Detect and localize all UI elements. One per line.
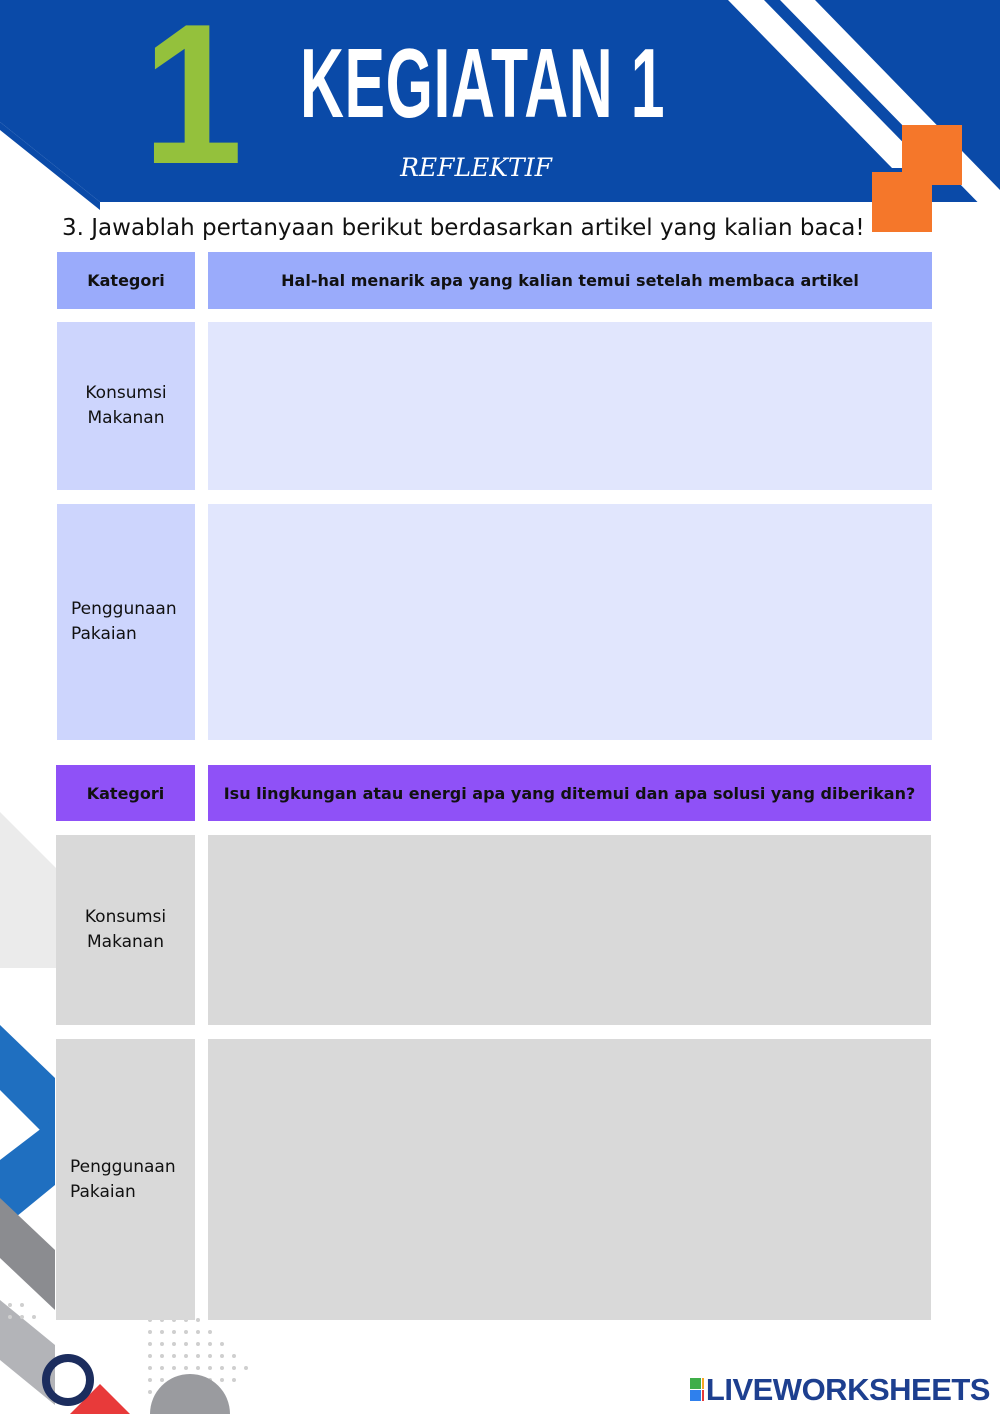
brand-label: LIVEWORKSHEETS xyxy=(705,1372,990,1407)
table1-row1-answer-field[interactable] xyxy=(208,322,932,490)
table1-row1-category xyxy=(57,322,195,490)
table2-row2-answer-field[interactable] xyxy=(208,1039,931,1320)
category-label-line1: Penggunaan xyxy=(70,1156,176,1177)
table1-header-category xyxy=(57,252,195,309)
table2-row1-category xyxy=(56,835,195,1025)
table1-header-question-label: Hal-hal menarik apa yang kalian temui setelah membaca artikel xyxy=(281,271,859,290)
category-label-line2: Makanan xyxy=(87,408,165,428)
page-title: KEGIATAN 1 xyxy=(300,28,666,138)
instruction-text: 3. Jawablah pertanyaan berikut berdasarkan artikel yang kalian baca! xyxy=(62,215,865,241)
category-label-line2: Makanan xyxy=(86,932,164,952)
table2-header-category-label: Kategori xyxy=(86,783,165,803)
table1-row2-category xyxy=(57,504,195,740)
table2-row2-category xyxy=(56,1039,195,1320)
gray-triangle-deco xyxy=(0,812,58,968)
category-label-line1: Konsumsi xyxy=(85,383,167,403)
activity-number: 1 xyxy=(142,0,238,206)
table2-row1-answer-field[interactable] xyxy=(208,835,931,1025)
category-label-line2: Pakaian xyxy=(70,1181,136,1202)
category-label-line1: Konsumsi xyxy=(84,907,167,927)
table1-header-question xyxy=(208,252,932,309)
liveworksheets-brand[interactable] xyxy=(690,1370,990,1410)
page-subtitle: REFLEKTIF xyxy=(400,153,552,182)
liveworksheets-logo-icon xyxy=(690,1378,704,1402)
table2-header-question-label: Isu lingkungan atau energi apa yang ditemui dan apa solusi yang diberikan? xyxy=(223,783,916,803)
table2-header-question xyxy=(208,765,931,821)
table1-header-category-label: Kategori xyxy=(87,271,165,290)
category-label-line1: Penggunaan xyxy=(71,599,177,619)
category-label-line2: Pakaian xyxy=(71,624,137,644)
table1-row2-answer-field[interactable] xyxy=(208,504,932,740)
gray-stripe-deco xyxy=(0,1198,55,1310)
table2-header-category xyxy=(56,765,195,821)
